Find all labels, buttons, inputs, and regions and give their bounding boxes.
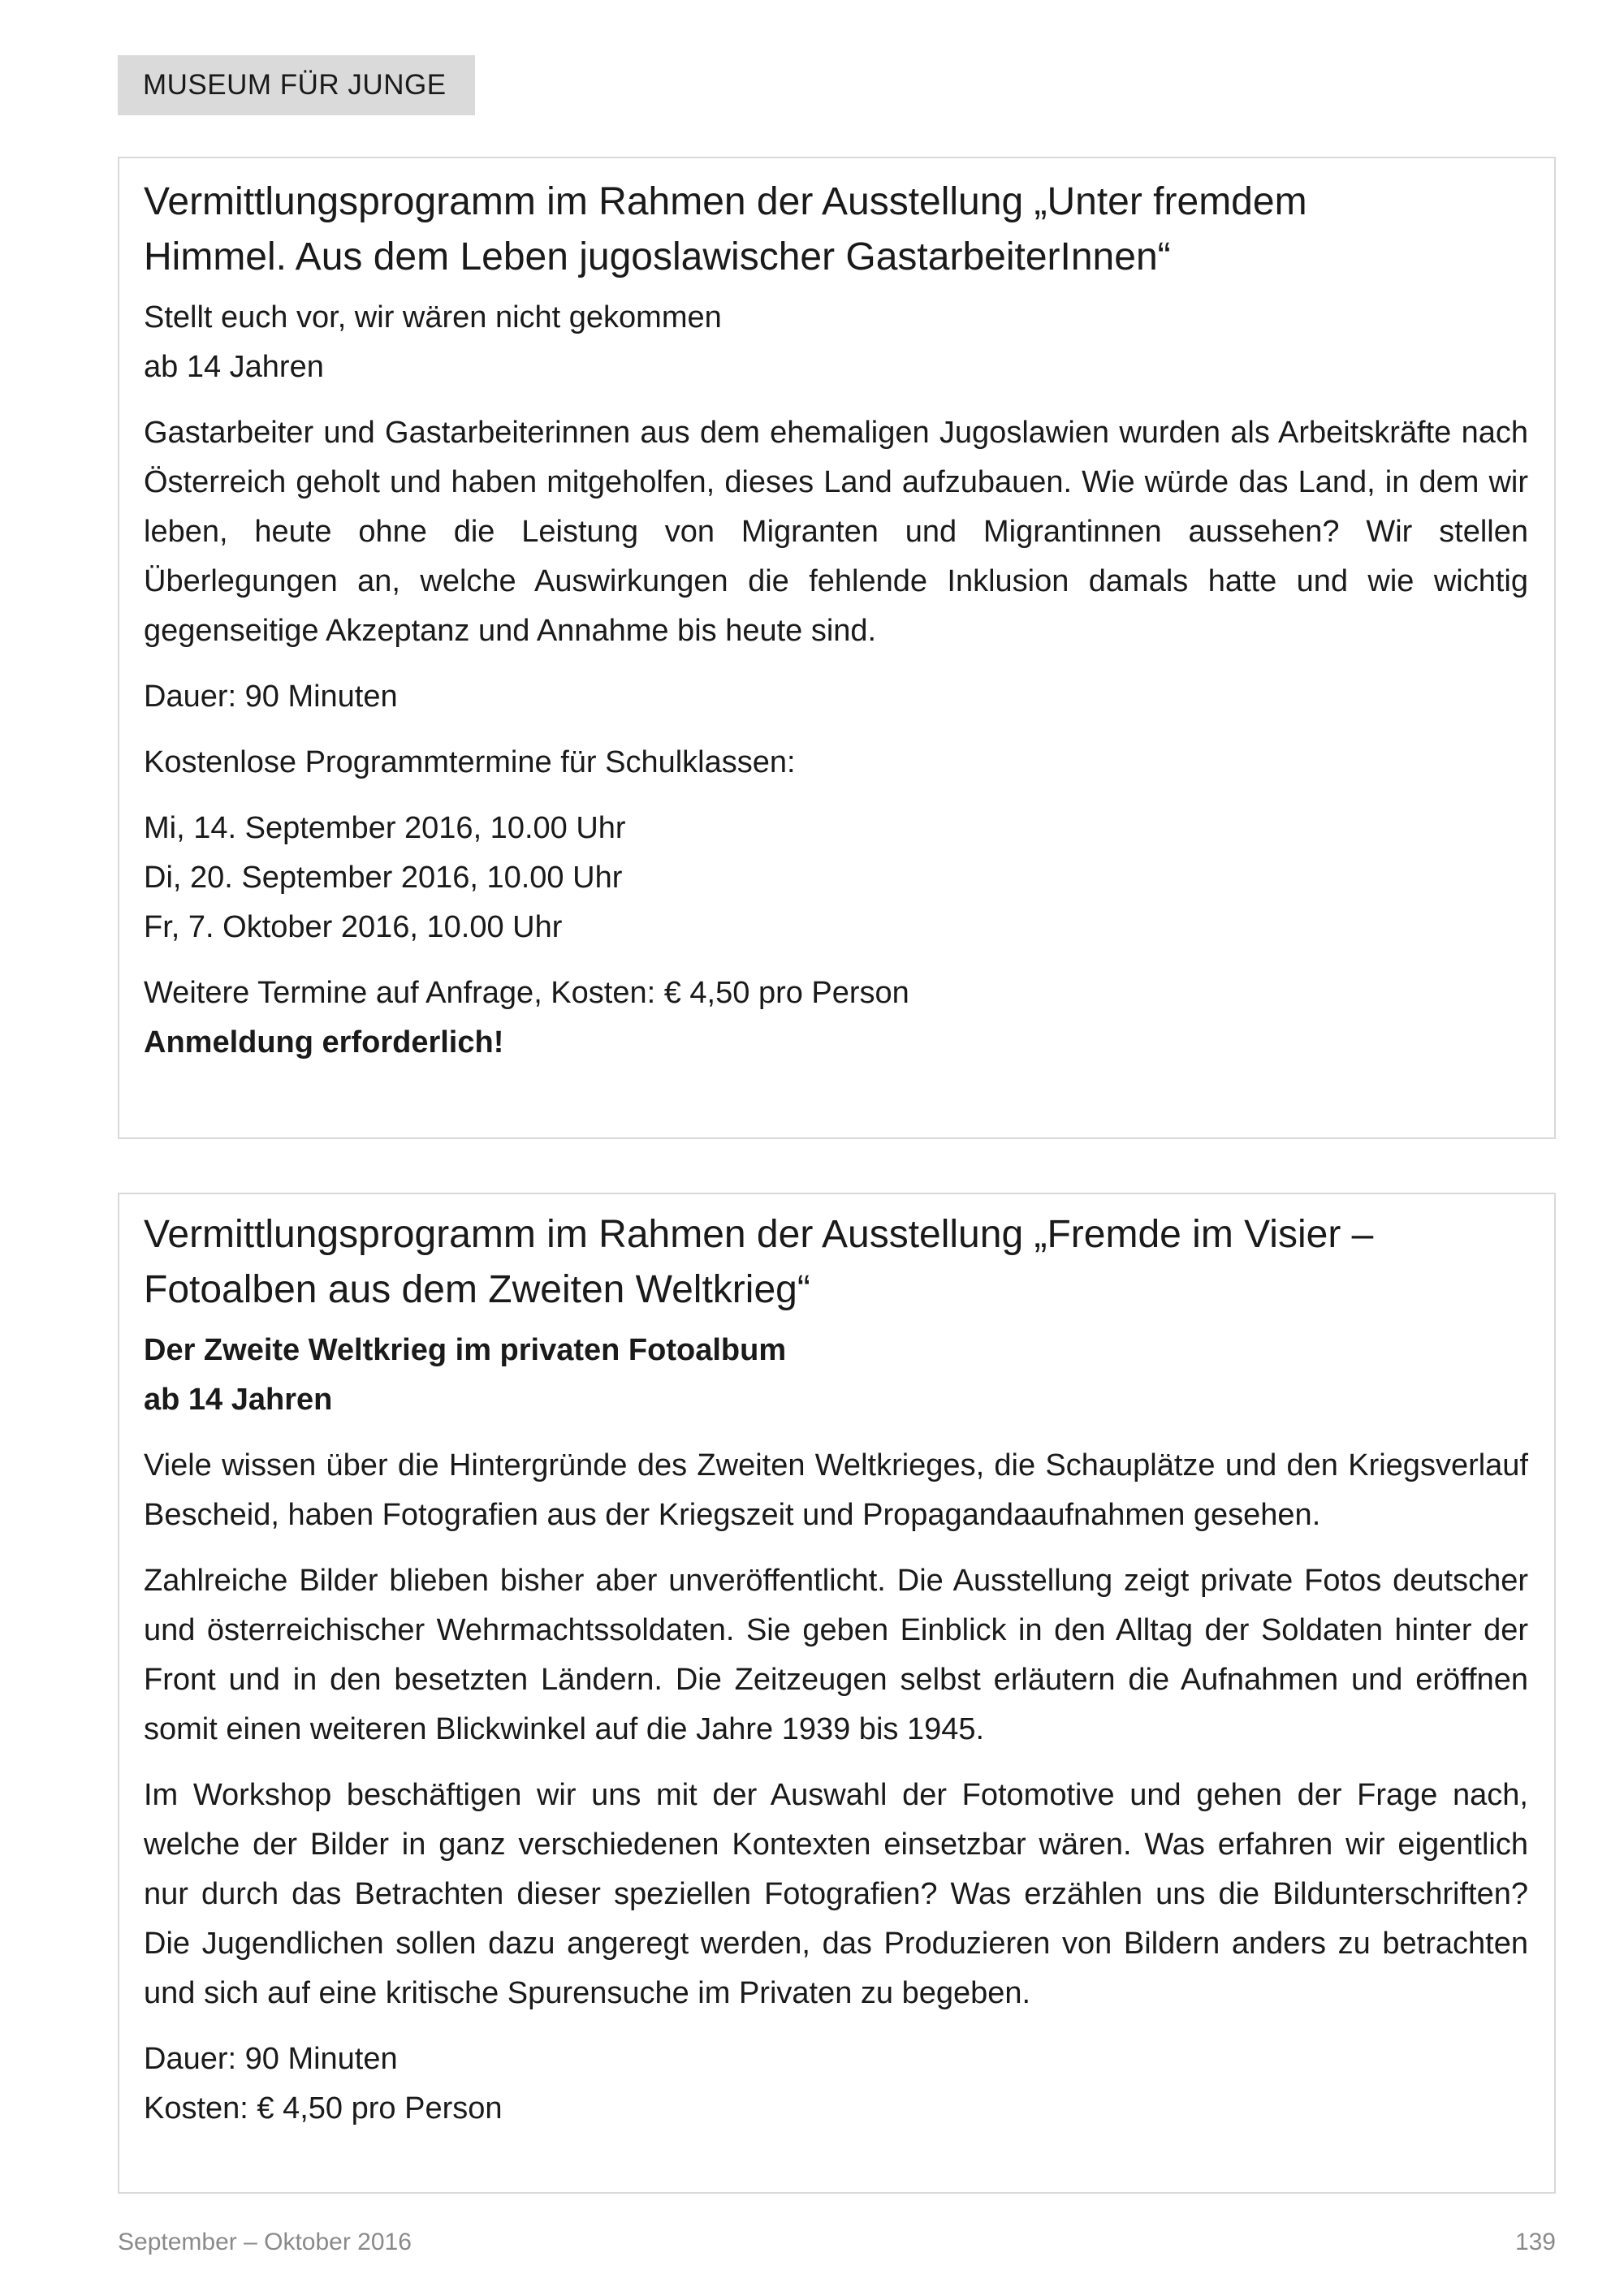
program-details [144,2035,1528,2134]
program-title-line-1: Vermittlungsprogramm im Rahmen der Ausstellung „Unter fremdem [144,180,1307,223]
page-number: 139 [1514,2229,1556,2255]
program-dates-list [144,804,1528,952]
program-subtitle-text: Stellt euch vor, wir wären nicht gekommen [144,300,722,334]
program-dates-heading: Kostenlose Programmtermine für Schulklassen: [144,745,796,779]
program-cost: Kosten: € 4,50 pro Person [144,2091,503,2126]
program-pricing [144,969,1528,1068]
program-further-dates: Weitere Termine auf Anfrage, Kosten: € 4,50 pro Person [144,976,909,1010]
program-age: ab 14 Jahren [144,350,324,384]
program-paragraph: Im Workshop beschäftigen wir uns mit der Auswahl der Fotomotive und gehen der Frage nach, welche der Bilder in ganz verschiedenen Kontexten einsetzbar wären. Was erfahren wir eigentlich nur durch das Betrachten dieser speziellen Fotografien? Was erzählen uns die Bildunterschriften? Die Jugendlichen sollen dazu angeregt werden, das Produzieren von Bildern anders zu betrachten und sich auf eine kritische Spurensuche im Privaten zu begeben. [144,1778,1528,2010]
program-subtitle [144,293,1528,392]
section-tag: MUSEUM FÜR JUNGE [118,55,475,115]
program-title-line-1: Vermittlungsprogramm im Rahmen der Ausstellung „Fremde im Visier – [144,1213,1374,1256]
program-description: Gastarbeiter und Gastarbeiterinnen aus dem ehemaligen Jugoslawien wurden als Arbeitskräfte nach Österreich geholt und haben mitgeholfen, dieses Land aufzubauen. Wie würde das Land, in dem wir leben, heute ohne die Leistung von Migranten und Migrantinnen aussehen? Wir stellen Überlegungen an, welche Auswirkungen die fehlende Inklusion damals hatte und wie wichtig gegenseitige Akzeptanz und Annahme bis heute sind. [144,416,1528,648]
footer-period: September – Oktober 2016 [118,2229,412,2255]
program-title [144,1207,1528,1318]
program-title-line-2: Fotoalben aus dem Zweiten Weltkrieg“ [144,1268,810,1311]
program-subtitle [144,1326,1528,1425]
program-paragraph: Zahlreiche Bilder blieben bisher aber unveröffentlicht. Die Ausstellung zeigt private Fotos deutscher und österreichischer Wehrmachtssoldaten. Sie geben Einblick in den Alltag der Soldaten hinter der Front und in den besetzten Ländern. Die Zeitzeugen selbst erläutern die Aufnahmen und eröffnen somit einen weiteren Blickwinkel auf die Jahre 1939 bis 1945. [144,1564,1528,1746]
program-title [144,175,1528,285]
program-duration: Dauer: 90 Minuten [144,680,398,714]
program-age: ab 14 Jahren [144,1383,333,1417]
program-subtitle-text: Der Zweite Weltkrieg im privaten Fotoalbum [144,1333,787,1367]
program-title-line-2: Himmel. Aus dem Leben jugoslawischer GastarbeiterInnen“ [144,235,1171,278]
program-paragraph: Viele wissen über die Hintergründe des Zweiten Weltkrieges, die Schauplätze und den Kriegsverlauf Bescheid, haben Fotografien aus der Kriegszeit und Propagandaaufnahmen gesehen. [144,1448,1528,1532]
program-duration: Dauer: 90 Minuten [144,2042,398,2076]
program-date: Mi, 14. September 2016, 10.00 Uhr [144,811,626,845]
program-box-gastarbeiter [118,157,1556,1139]
program-box-fotoalben [118,1193,1556,2194]
program-date: Di, 20. September 2016, 10.00 Uhr [144,861,623,895]
program-date: Fr, 7. Oktober 2016, 10.00 Uhr [144,910,563,944]
program-registration-note: Anmeldung erforderlich! [144,1025,504,1060]
